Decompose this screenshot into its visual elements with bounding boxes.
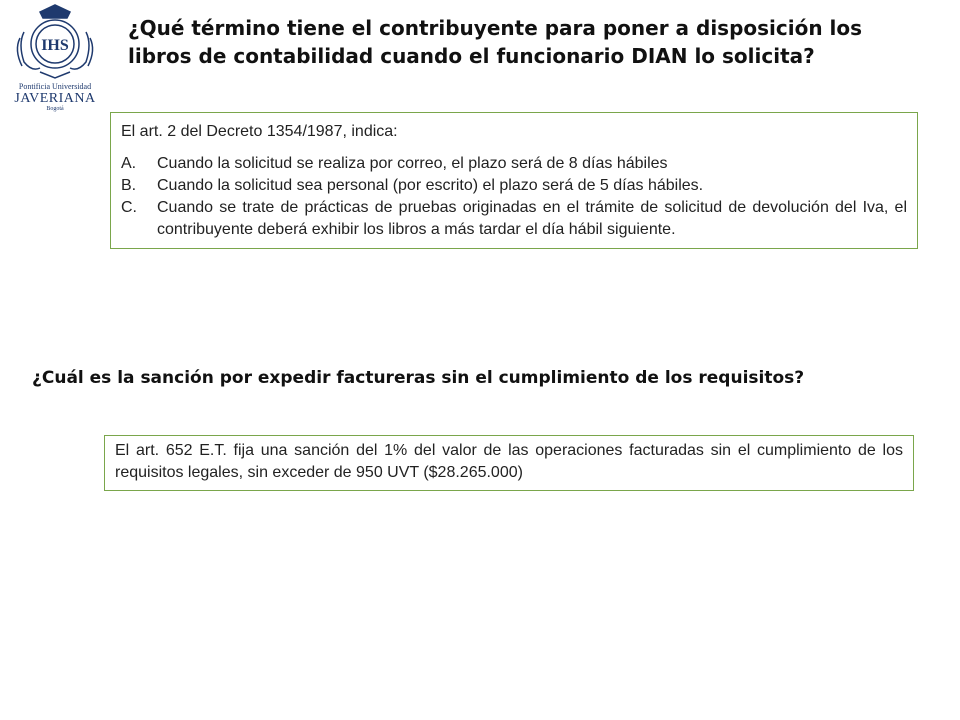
list-marker: C. [121,199,137,216]
list-item [121,175,907,197]
question-2-heading: ¿Cuál es la sanción por expedir factureras sin el cumplimiento de los requisitos? [32,368,805,388]
list-item [121,153,907,175]
university-logo [10,2,100,112]
answer-2-text: El art. 652 E.T. fija una sanción del 1% del valor de las operaciones facturadas sin el cumplimiento de los requisitos legales, sin exceder de 950 UVT ($28.265.000) [115,442,903,481]
list-marker: A. [121,155,137,172]
answer-1-intro: El art. 2 del Decreto 1354/1987, indica: [121,123,398,140]
svg-text:IHS: IHS [41,37,69,54]
answer-1-box [110,112,918,249]
shield-icon [10,2,100,80]
list-marker: B. [121,177,137,194]
list-item-text: Cuando la solicitud se realiza por correo, el plazo será de 8 días hábiles [157,155,668,172]
question-1-heading: ¿Qué término tiene el contribuyente para poner a disposición los libros de contabilidad cuando el funcionario DIAN lo solicita? [128,16,863,68]
logo-line-2: JAVERIANA [14,91,96,106]
list-item-text: Cuando se trate de prácticas de pruebas originadas en el trámite de solicitud de devolución del Iva, el contribuyente deberá exhibir los libros a más tardar el día hábil siguiente. [157,199,907,238]
logo-line-3: Bogotá [46,106,64,112]
logo-line-1: Pontificia Universidad [18,82,92,91]
list-item [121,197,907,241]
list-item-text: Cuando la solicitud sea personal (por escrito) el plazo será de 5 días hábiles. [157,177,704,194]
answer-1-list [121,153,907,241]
answer-2-box [104,435,914,491]
